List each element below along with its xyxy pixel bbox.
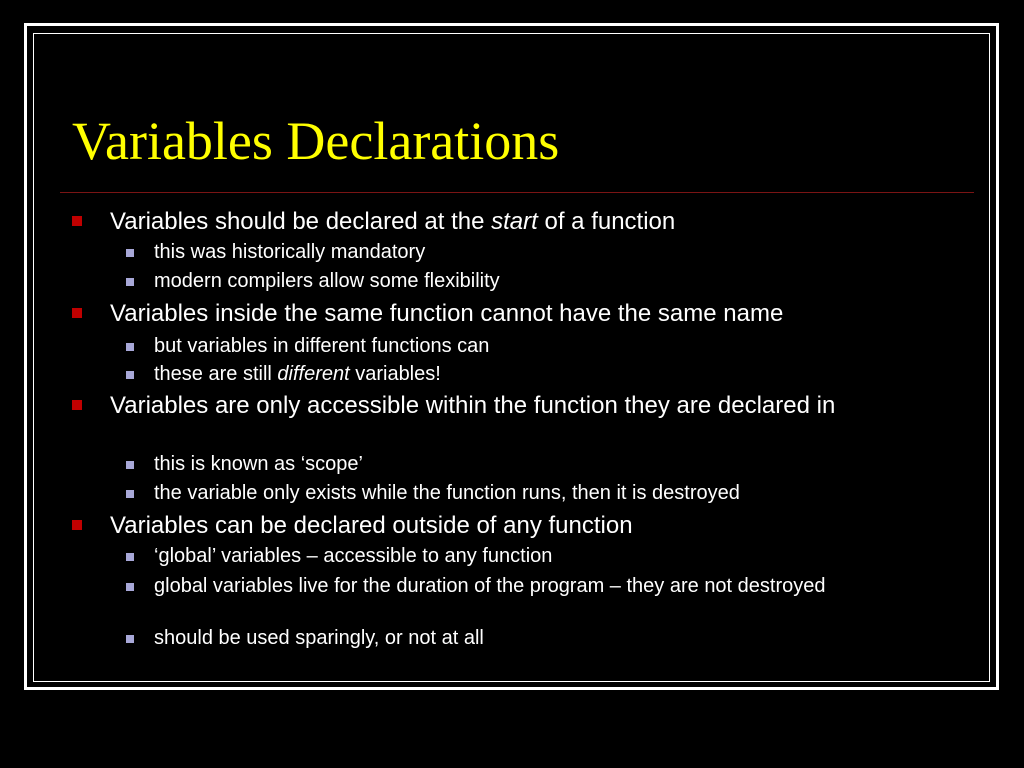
sub-bullet-item (154, 271, 924, 291)
square-bullet-icon (126, 490, 134, 498)
square-bullet-icon (126, 461, 134, 469)
bullet-emphasis: start (491, 208, 538, 235)
square-bullet-icon (126, 553, 134, 561)
square-bullet-icon (72, 308, 82, 318)
bullet-text: Variables should be declared at the (110, 208, 492, 235)
square-bullet-icon (126, 278, 134, 286)
square-bullet-icon (72, 520, 82, 530)
bullet-text: Variables can be declared outside of any function (110, 512, 633, 539)
square-bullet-icon (72, 400, 82, 410)
bullet-text: this was historically mandatory (154, 241, 426, 263)
bullet-text: Variables are only accessible within the function they are declared in (110, 392, 836, 419)
square-bullet-icon (72, 216, 82, 226)
bullet-item (110, 302, 960, 325)
sub-bullet-item (154, 546, 924, 566)
bullet-item (110, 394, 960, 417)
sub-bullet-item (154, 576, 924, 596)
bullet-text: these are still (154, 363, 278, 385)
bullet-emphasis: different (277, 363, 350, 385)
bullet-text: the variable only exists while the function runs, then it is destroyed (154, 482, 740, 504)
bullet-text: should be used sparingly, or not at all (154, 627, 484, 649)
bullet-item (110, 514, 960, 537)
bullet-text: but variables in different functions can (154, 335, 490, 357)
sub-bullet-item (154, 242, 924, 262)
bullet-text: modern compilers allow some flexibility (154, 270, 500, 292)
square-bullet-icon (126, 583, 134, 591)
slide-title: Variables Declarations (72, 111, 560, 171)
bullet-text: Variables inside the same function cannot have the same name (110, 300, 784, 327)
title-divider (60, 192, 974, 193)
sub-bullet-item (154, 364, 924, 384)
bullet-item (110, 210, 960, 233)
square-bullet-icon (126, 249, 134, 257)
sub-bullet-item (154, 483, 924, 503)
square-bullet-icon (126, 371, 134, 379)
bullet-text: ‘global’ variables – accessible to any function (154, 545, 553, 567)
sub-bullet-item (154, 454, 924, 474)
square-bullet-icon (126, 343, 134, 351)
bullet-text: this is known as ‘scope’ (154, 453, 363, 475)
bullet-text: variables! (349, 363, 441, 385)
sub-bullet-item (154, 336, 924, 356)
square-bullet-icon (126, 635, 134, 643)
sub-bullet-item (154, 628, 924, 648)
bullet-text: of a function (537, 208, 676, 235)
bullet-text: global variables live for the duration of the program – they are not destroyed (154, 575, 826, 597)
